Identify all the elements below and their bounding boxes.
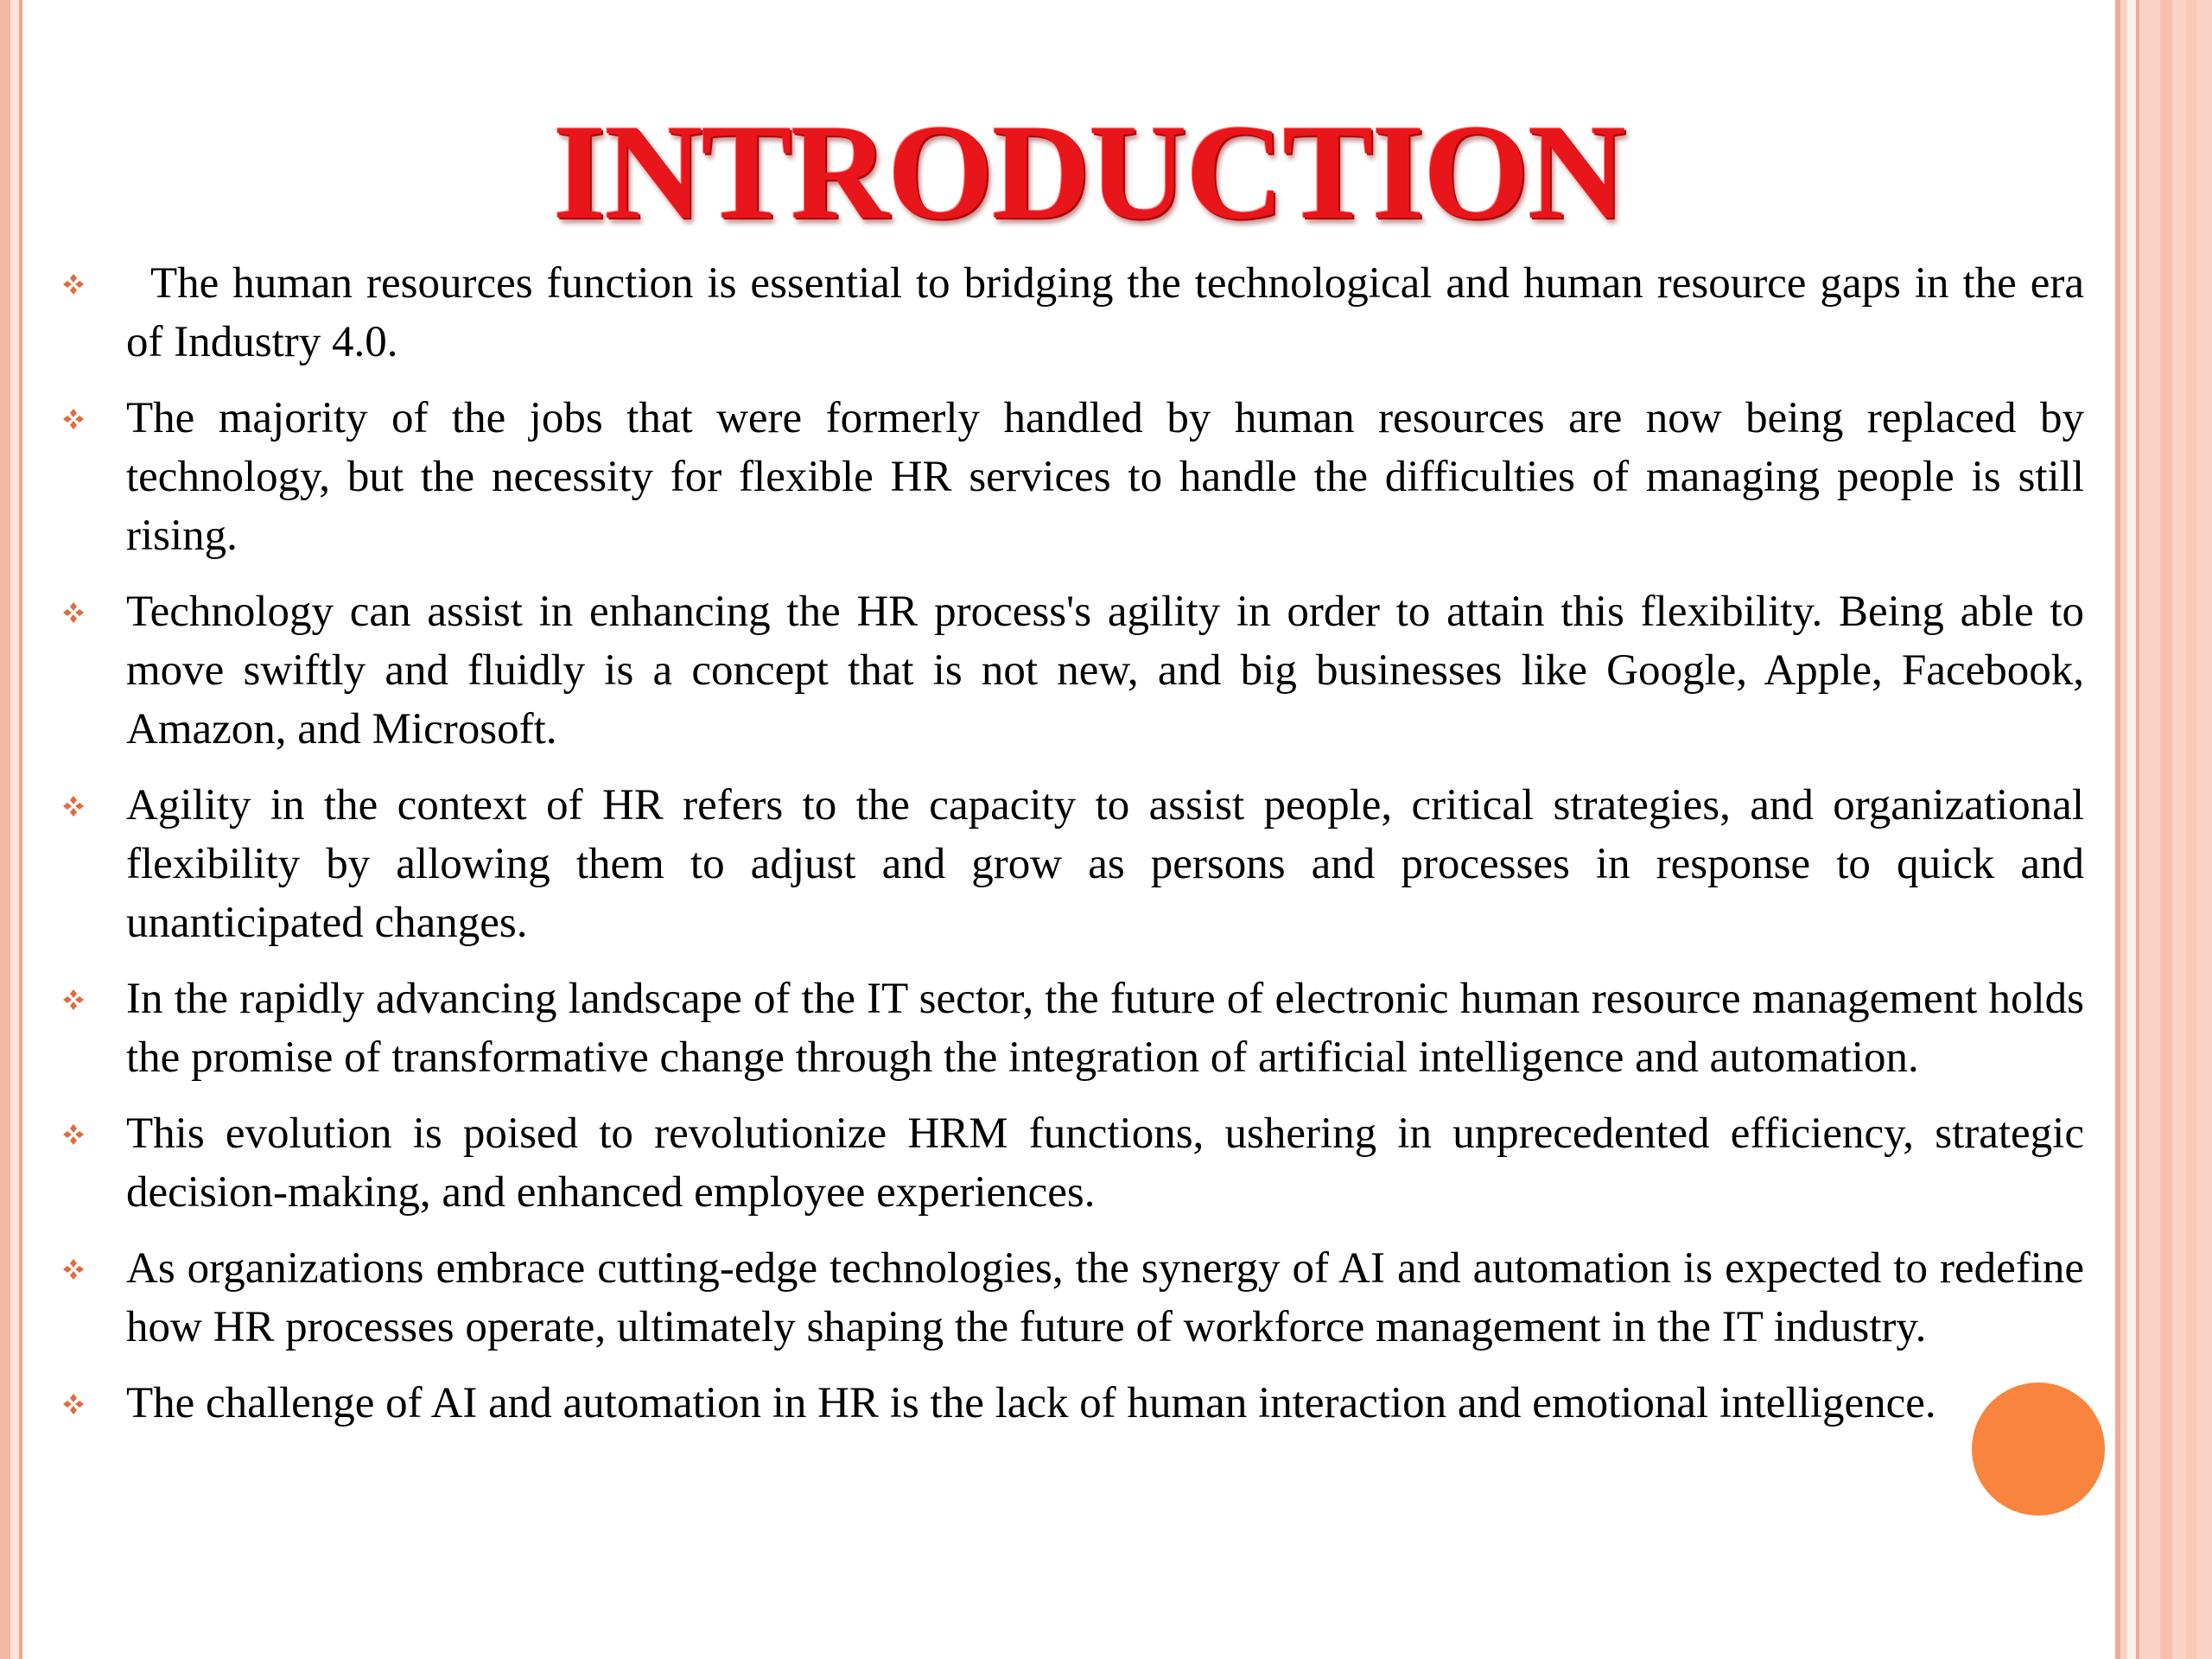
bullet-item (52, 1374, 2084, 1433)
four-diamond-bullet-icon (60, 1122, 86, 1147)
bullet-text: The challenge of AI and automation in HR is the lack of human interaction and emotional intelligence. (126, 1379, 1936, 1427)
bullet-text: This evolution is poised to revolutionize HRM functions, ushering in unprecedented efficiency, strategic decision-making, and enhanced employee experiences. (126, 1109, 2084, 1217)
bullet-text: As organizations embrace cutting-edge technologies, the synergy of AI and automation is expected to redefine how HR processes operate, ultimately shaping the future of workforce management in the IT industry. (126, 1244, 2084, 1351)
four-diamond-bullet-icon (60, 793, 86, 819)
bullet-list (52, 254, 2084, 1450)
four-diamond-bullet-icon (60, 1256, 86, 1282)
four-diamond-bullet-icon (60, 1391, 86, 1417)
bullet-text: In the rapidly advancing landscape of the IT sector, the future of electronic human resource management holds the promise of transformative change through the integration of artificial intelligence and automation. (126, 975, 2084, 1082)
bullet-text: Agility in the context of HR refers to the capacity to assist people, critical strategies, and organizational flexibility by allowing them to adjust and grow as persons and processes in response to quick and unanticipated changes. (126, 781, 2084, 947)
bullet-text: The majority of the jobs that were formerly handled by human resources are now being replaced by technology, but the necessity for flexible HR services to handle the difficulties of managing people is still rising. (126, 394, 2084, 560)
bullet-item (52, 776, 2084, 952)
bullet-text: Technology can assist in enhancing the HR process's agility in order to attain this flexibility. Being able to move swiftly and fluidly is a concept that is not new, and big businesses like Google, Apple, Facebook, Amazon, and Microsoft. (126, 588, 2084, 753)
bullet-item (52, 582, 2084, 759)
orange-decoration-dot (1972, 1382, 2105, 1516)
left-border-stripe (10, 0, 19, 1659)
right-border-stripe (2136, 0, 2139, 1659)
four-diamond-bullet-icon (60, 406, 86, 432)
right-border-stripe (2186, 0, 2196, 1659)
right-border-stripe (2160, 0, 2172, 1659)
slide-title: INTRODUCTION (552, 97, 1625, 248)
four-diamond-bullet-icon (60, 600, 86, 626)
four-diamond-bullet-icon (60, 271, 86, 297)
bullet-item (52, 1239, 2084, 1357)
left-border-stripe (0, 0, 10, 1659)
left-border-stripe (19, 0, 22, 1659)
bullet-text: The human resources function is essential to bridging the technological and human resource gaps in the era of Industry 4.0. (126, 259, 2084, 366)
four-diamond-bullet-icon (60, 987, 86, 1013)
bullet-item (52, 969, 2084, 1087)
bullet-item (52, 254, 2084, 372)
bullet-item (52, 389, 2084, 565)
bullet-item (52, 1104, 2084, 1222)
right-border-stripe (2127, 0, 2136, 1659)
right-border-stripe (2115, 0, 2120, 1659)
